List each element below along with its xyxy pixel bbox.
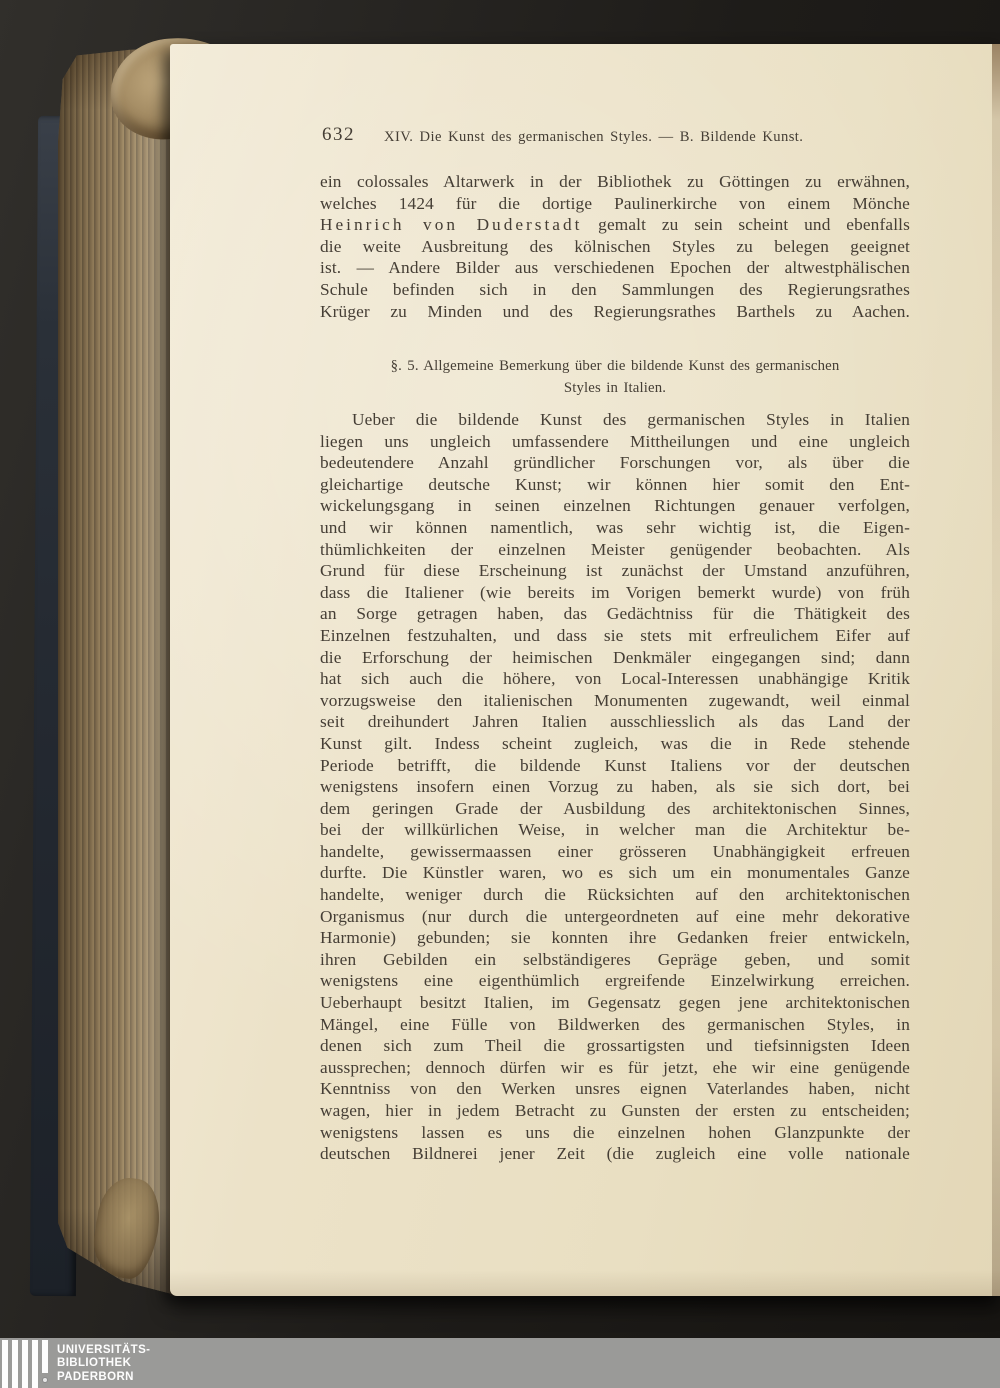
- logo-bar: [22, 1340, 28, 1388]
- text-line: Harmonie) gebunden; sie konnten ihre Gedanken freier entwickeln,: [320, 928, 910, 948]
- text-line: und wir können namentlich, was sehr wichtig ist, die Eigen-: [320, 517, 910, 537]
- text-line: bei der willkürlichen Weise, in welcher man die Architektur be-: [320, 820, 910, 840]
- text-line: Kunst gilt. Indess scheint zugleich, was die in Rede stehende: [320, 733, 910, 753]
- logo-dot: [42, 1377, 48, 1383]
- text-line: dem geringen Grade der Ausbildung des architektonischen Sinnes,: [320, 798, 910, 818]
- letterspaced-name: Heinrich von Duderstadt: [320, 215, 583, 235]
- text-line: Periode betrifft, die bildende Kunst Italiens vor der deutschen: [320, 755, 910, 775]
- page-content: [170, 44, 1000, 1296]
- text-line: Schule befinden sich in den Sammlungen des Regierungsrathes: [320, 279, 910, 299]
- text-line: wickelungsgang in seinen einzelnen Richtungen genauer verfolgen,: [320, 496, 910, 516]
- text-line: bedeutendere Anzahl gründlicher Forschungen vor, als über die: [320, 453, 910, 473]
- text-line: welches 1424 für die dortige Paulinerkirche von einem Mönche: [320, 193, 910, 213]
- text-line: handelte, weniger durch die Rücksichten auf den architektonischen: [320, 885, 910, 905]
- library-bars-logo-icon: [2, 1340, 52, 1388]
- text-line: an Sorge getragen haben, das Gedächtniss für die Thätigkeit des: [320, 604, 910, 624]
- text-line: Ueberhaupt besitzt Italien, im Gegensatz gegen jene architektonischen: [320, 993, 910, 1013]
- text-line: wenigstens lassen es uns die einzelnen hohen Glanzpunkte der: [320, 1122, 910, 1142]
- text-line: Heinrich von Duderstadt gemalt zu sein scheint und ebenfalls: [320, 215, 910, 235]
- text-line: wenigstens insofern einen Vorzug zu haben, als sie sich dort, bei: [320, 777, 910, 797]
- text-line: liegen uns ungleich umfassendere Mittheilungen und eine ungleich: [320, 431, 910, 451]
- paragraph-second: [320, 409, 910, 1165]
- text-line: gleichartige deutsche Kunst; wir können hier somit den Ent-: [320, 474, 910, 494]
- logo-bar: [12, 1340, 18, 1388]
- text-line: vorzugsweise den italienischen Monumenten zugewandt, weil einmal: [320, 690, 910, 710]
- text-line: Mängel, eine Fülle von Bildwerken des germanischen Styles, in: [320, 1014, 910, 1034]
- text-line: §. 5. Allgemeine Bemerkung über die bildende Kunst des germanischen: [390, 358, 840, 374]
- text-line: thümlichkeiten der einzelnen Meister genügender beobachten. Als: [320, 539, 910, 559]
- text-line: Styles in Italien.: [563, 379, 667, 396]
- text-line: die weite Ausbreitung des kölnischen Styles zu belegen geeignet: [320, 236, 910, 256]
- text-line: Ueber die bildende Kunst des germanischen Styles in Italien: [352, 410, 910, 429]
- text-line: deutschen Bildnerei jener Zeit (die zugleich eine volle nationale: [320, 1144, 910, 1164]
- text-line: ist. — Andere Bilder aus verschiedenen Epochen der altwestphälischen: [320, 258, 910, 278]
- text-line: aussprechen; dennoch dürfen wir es für jetzt, ehe wir eine genügende: [320, 1057, 910, 1077]
- page-number: 632: [322, 124, 355, 145]
- text-line: ihren Gebilden ein selbständigeres Gepräge geben, und somit: [320, 949, 910, 969]
- running-header: XIV. Die Kunst des germanischen Styles. — B. Bildende Kunst.: [384, 129, 804, 145]
- text-line: denen sich zum Theil die grossartigsten und tiefsinnigsten Ideen: [320, 1036, 910, 1056]
- text-line: Grund für diese Erscheinung ist zunächst der Umstand anzuführen,: [320, 561, 910, 581]
- library-name-line: UNIVERSITÄTS-: [57, 1344, 151, 1356]
- text-line: die Erforschung der heimischen Denkmäler eingegangen sind; dann: [320, 647, 910, 667]
- text-line: Kenntniss von den Werken unsres eignen Vaterlandes haben, nicht: [320, 1079, 910, 1099]
- text-line: dass die Italiener (wie bereits im Vorigen bemerkt wurde) von früh: [320, 582, 910, 602]
- logo-bar: [2, 1340, 8, 1388]
- paragraph-first: [320, 171, 910, 322]
- scanned-book-page: [170, 44, 1000, 1296]
- text-line: wenigstens eine eigenthümlich ergreifende Einzelwirkung erreichen.: [320, 971, 910, 991]
- page-block-fore-edge: [58, 48, 176, 1295]
- text-line: seit dreihundert Jahren Italien ausschliesslich als das Land der: [320, 712, 910, 732]
- text-line: wagen, hier in jedem Betracht zu Gunsten der ersten zu entscheiden;: [320, 1101, 910, 1120]
- text-line: Organismus (nur durch die untergeordneten auf eine mehr dekorative: [320, 906, 910, 926]
- library-name: [57, 1344, 150, 1384]
- library-banner: [0, 1338, 1000, 1388]
- library-name-line: BIBLIOTHEK: [57, 1357, 132, 1370]
- text-line: Krüger zu Minden und des Regierungsrathes Barthels zu Aachen.: [320, 301, 910, 321]
- text-line: handelte, gewissermaassen einer grösseren Unabhängigkeit erfreuen: [320, 841, 910, 861]
- library-name-line: PADERBORN: [57, 1370, 134, 1383]
- text-line: Einzelnen festzuhalten, und dass sie stets mit erfreulichem Eifer auf: [320, 625, 910, 645]
- logo-bar: [42, 1340, 48, 1373]
- text-line: hat sich auch die höhere, von Local-Interessen unabhängige Kritik: [320, 669, 910, 689]
- section-heading: [320, 356, 910, 399]
- text-line: durfte. Die Künstler waren, wo es sich um ein monumentales Ganze: [320, 863, 910, 883]
- text-line: ein colossales Altarwerk in der Bibliothek zu Göttingen zu erwähnen,: [320, 172, 910, 191]
- logo-bar: [32, 1340, 38, 1388]
